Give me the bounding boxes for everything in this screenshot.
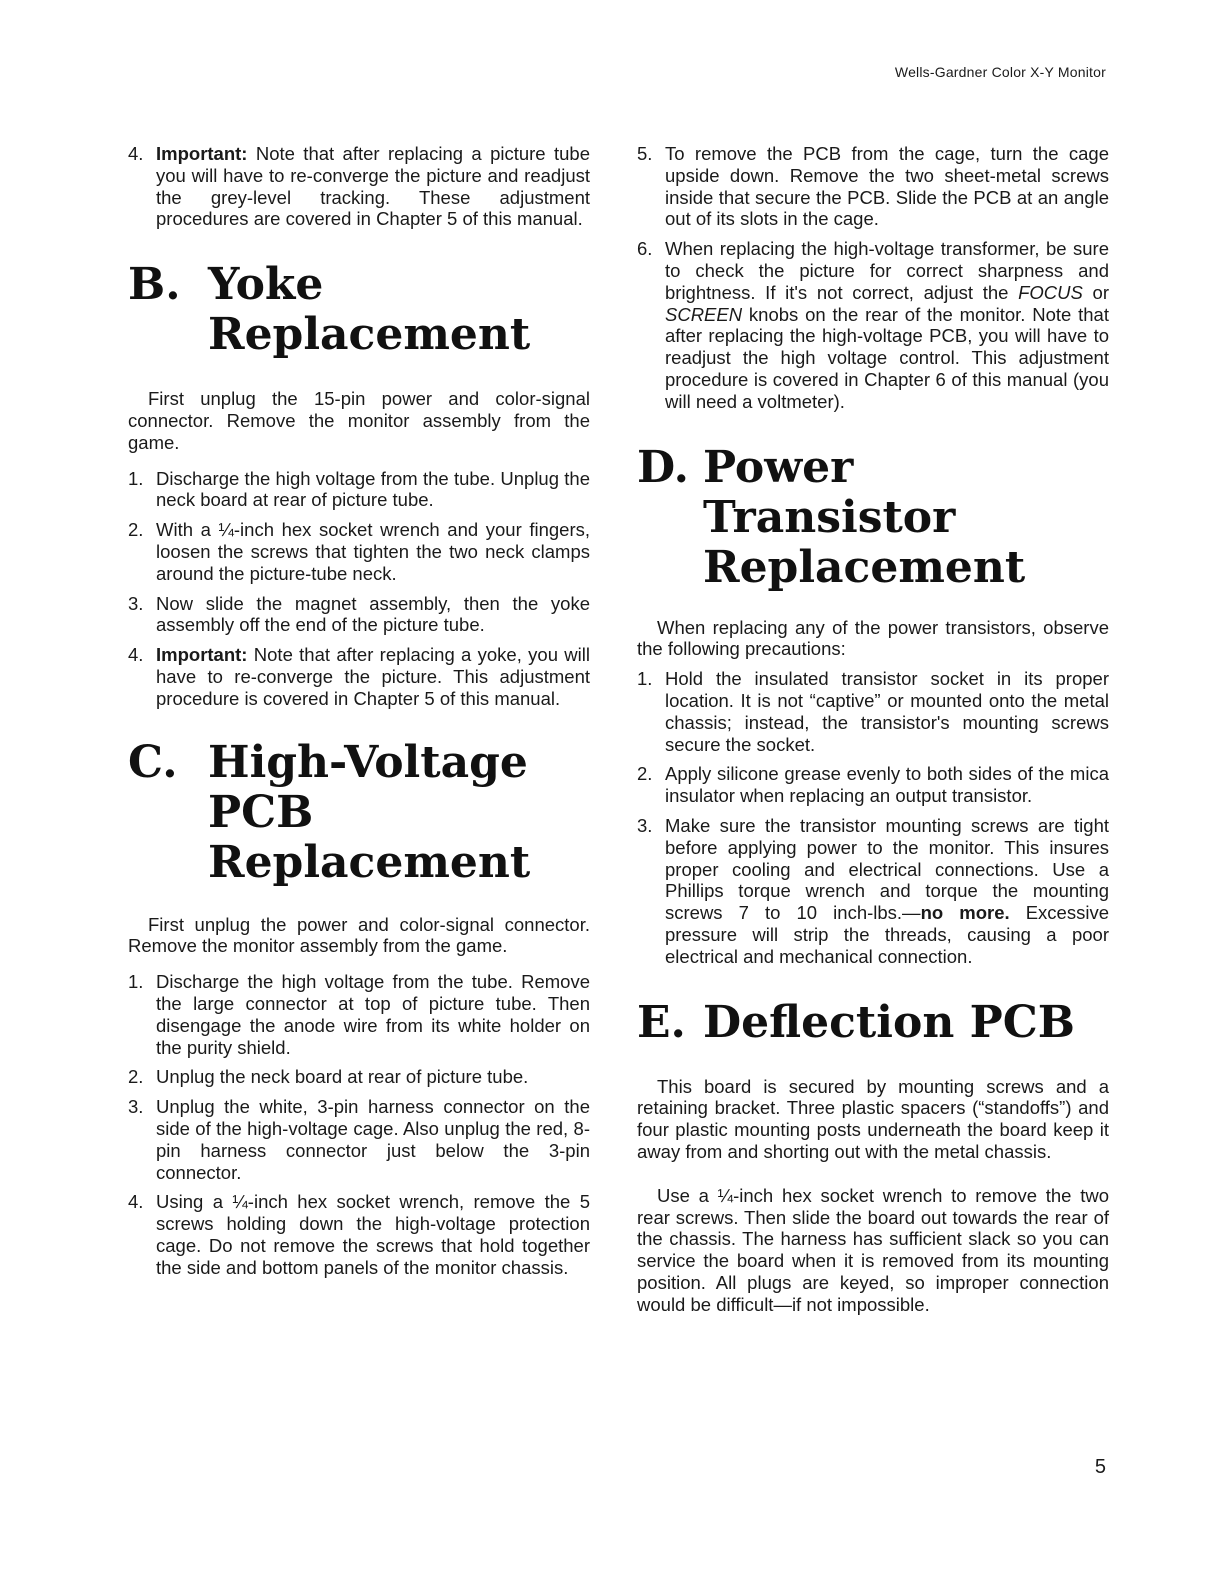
section-b-list [128,468,590,710]
section-d-list [637,668,1109,967]
page-number: 5 [1094,1456,1106,1478]
list-item: 2. Unplug the neck board at rear of picture tube. [128,1066,529,1088]
section-c-intro: First unplug the power and color-signal connector. Remove the monitor assembly from the game. [128,913,590,957]
list-item: 1. Discharge the high voltage from the tube. Unplug the neck board at rear of picture tube. [128,467,590,511]
left-column [128,143,590,1287]
intro-list [128,143,590,230]
right-column [637,143,1109,1315]
section-c-heading: C. High-Voltage PCB Replacement [128,736,531,888]
list-item: 3. Now slide the magnet assembly, then the yoke assembly off the end of the picture tube. [128,592,590,636]
emphasis-no-more: no more. [920,902,1010,924]
list-item: 3. Unplug the white, 3-pin harness connector on the side of the high-voltage cage. Also unplug the red, 8-pin harness connector just below the 3-pin connector. [128,1096,590,1183]
important-label: Important: [156,143,248,164]
list-item: 2. Apply silicone grease evenly to both sides of the mica insulator when replacing an output transistor. [637,763,1109,807]
list-item: 5. To remove the PCB from the cage, turn the cage upside down. Remove the two sheet-metal screws inside that secure the PCB. Slide the PCB at an angle out of its slots in the cage. [637,143,1109,230]
section-b-heading: B. Yoke Replacement [128,259,531,361]
list-item: 4. Using a ¼-inch hex socket wrench, remove the 5 screws holding down the high-voltage protection cage. Do not remove the screws that hold together the side and bottom panels of the monitor chassis. [128,1191,590,1278]
section-c-list [128,971,590,1278]
list-item: 3. Make sure the transistor mounting screws are tight before applying power to the monitor. This insures proper cooling and electrical connections. Use a Phillips torque wrench and torque the mounting screws 7 to 10 inch-lbs.—no more. Excessive pressure will strip the threads, causing a poor electrical and mechanical connection. [637,814,1109,967]
section-d-intro: When replacing any of the power transistors, observe the following precautions: [637,616,1109,660]
list-item: 4. Important: Note that after replacing a picture tube you will have to re-converge the picture and readjust the grey-level tracking. These adjustment procedures are covered in Chapter 5 of this manual. [128,143,590,230]
section-e-paragraph-1: This board is secured by mounting screws and a retaining bracket. Three plastic spacers (“standoffs”) and four plastic mounting posts underneath the board keep it away from and shorting out with the metal chassis. [637,1075,1109,1162]
list-item: 1. Hold the insulated transistor socket in its proper location. It is not “captive” or mounted onto the metal chassis; instead, the transistor's mounting screws secure the socket. [637,668,1109,755]
list-item: 6. When replacing the high-voltage transformer, be sure to check the picture for correct sharpness and brightness. If it's not correct, adjust the FOCUS or SCREEN knobs on the rear of the monitor. Note that after replacing the high-voltage PCB, you will have to readjust the high voltage control. This adjustment procedure is covered in Chapter 6 of this manual (you will need a voltmeter). [637,238,1109,412]
list-item: 1. Discharge the high voltage from the tube. Remove the large connector at top of picture tube. Then disengage the anode wire from its white holder on the purity shield. [128,971,590,1058]
list-item: 4. Important: Note that after replacing a yoke, you will have to re-converge the picture. This adjustment procedure is covered in Chapter 5 of this manual. [128,644,590,709]
section-e-heading: E. Deflection PCB [637,996,1075,1048]
list-item: 2. With a ¼-inch hex socket wrench and your fingers, loosen the screws that tighten the two neck clamps around the picture-tube neck. [128,519,590,584]
section-d-heading: D. Power Transistor Replacement [637,441,1026,593]
section-e-paragraph-2: Use a ¼-inch hex socket wrench to remove the two rear screws. Then slide the board out towards the rear of the chassis. The harness has sufficient slack so you can service the board when it is removed from its mounting position. All plugs are keyed, so improper connection would be difficult—if not impossible. [637,1184,1109,1315]
running-header: Wells-Gardner Color X-Y Monitor [894,64,1106,80]
continued-list [637,143,1109,413]
section-b-intro: First unplug the 15-pin power and color-signal connector. Remove the monitor assembly from the game. [128,388,590,453]
